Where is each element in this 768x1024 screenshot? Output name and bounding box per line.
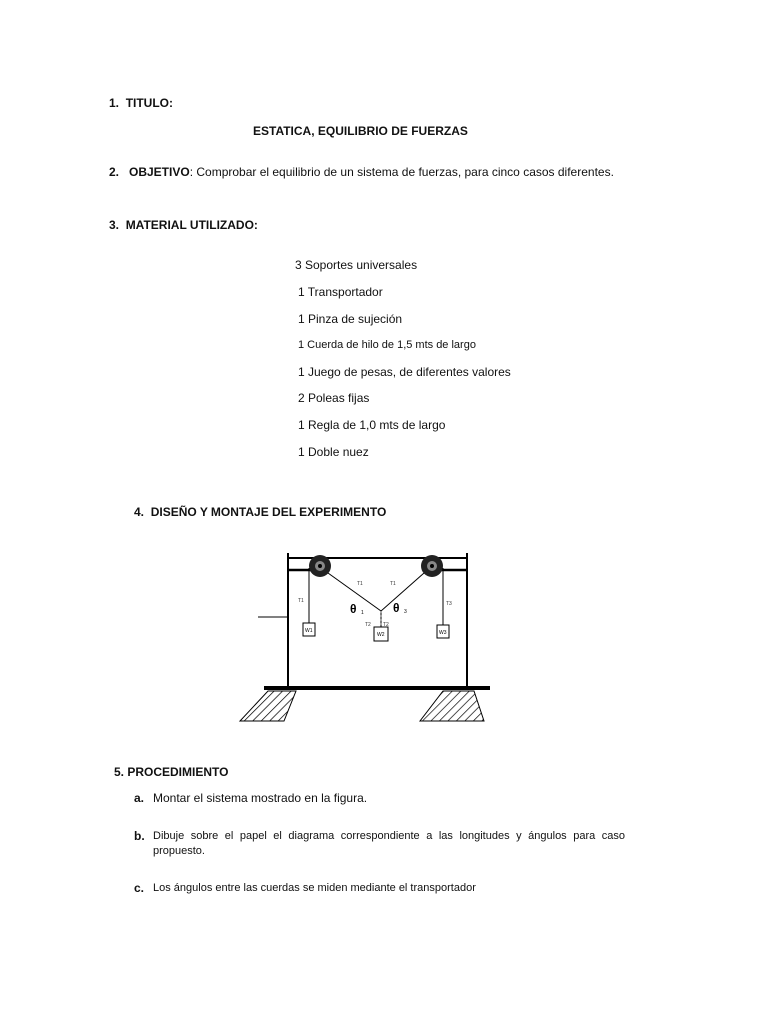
label-w3: W3: [439, 630, 447, 636]
section-1-label: TITULO:: [125, 96, 174, 110]
procedure-item: Montar el sistema mostrado en la figura.: [153, 791, 368, 805]
label-t2-right: T2: [383, 622, 389, 628]
material-item: 1 Transportador: [298, 285, 383, 299]
procedure-letter: c.: [134, 881, 145, 895]
material-item: 1 Regla de 1,0 mts de largo: [298, 418, 446, 432]
label-t3: T3: [446, 601, 452, 607]
right-foot: [420, 691, 484, 721]
objective-text: : Comprobar el equilibrio de un sistema de fuerzas, para cinco casos diferentes.: [189, 165, 614, 179]
label-theta1-sub: 1: [361, 610, 364, 616]
right-pulley: [421, 555, 443, 577]
objective-label: OBJETIVO: [129, 165, 190, 179]
section-1-heading: [109, 96, 173, 110]
material-item: 1 Juego de pesas, de diferentes valores: [298, 365, 511, 379]
material-item: 3 Soportes universales: [295, 258, 418, 272]
label-theta3-sub: 3: [404, 609, 407, 615]
document-title: ESTATICA, EQUILIBRIO DE FUERZAS: [253, 124, 468, 138]
section-3-heading: [109, 218, 258, 232]
experiment-diagram: [236, 525, 498, 730]
label-theta1: θ: [350, 602, 357, 616]
procedure-letter: b.: [134, 829, 145, 843]
section-2-objective: [129, 165, 620, 180]
section-3-label: MATERIAL UTILIZADO:: [125, 218, 258, 232]
material-item: 1 Cuerda de hilo de 1,5 mts de largo: [298, 339, 476, 351]
procedure-letter: a.: [134, 791, 145, 805]
procedure-item: Dibuje sobre el papel el diagrama correspondiente a las longitudes y ángulos para caso propuesto.: [153, 830, 625, 857]
material-item: 2 Poleas fijas: [298, 391, 370, 405]
label-w2: W2: [377, 632, 385, 638]
material-item: 1 Doble nuez: [298, 445, 369, 459]
section-4-label: DISEÑO Y MONTAJE DEL EXPERIMENTO: [150, 505, 387, 519]
left-foot: [240, 691, 296, 721]
section-1-number: 1.: [109, 96, 120, 110]
label-t-left: T1: [298, 598, 304, 604]
label-w1: W1: [305, 628, 313, 634]
section-5-heading: 5. PROCEDIMIENTO: [114, 765, 229, 779]
material-item: 1 Pinza de sujeción: [298, 312, 403, 326]
section-4-heading: [134, 505, 386, 519]
label-t2-left: T2: [365, 622, 371, 628]
label-theta3: θ: [393, 601, 400, 615]
label-t1-right: T1: [390, 581, 396, 587]
section-2-number: 2.: [109, 165, 120, 179]
section-4-number: 4.: [134, 505, 145, 519]
left-pulley: [309, 555, 331, 577]
section-3-number: 3.: [109, 218, 120, 232]
procedure-item: Los ángulos entre las cuerdas se miden mediante el transportador: [153, 882, 476, 894]
right-v-string: [381, 573, 424, 611]
label-t1-left: T1: [357, 581, 363, 587]
